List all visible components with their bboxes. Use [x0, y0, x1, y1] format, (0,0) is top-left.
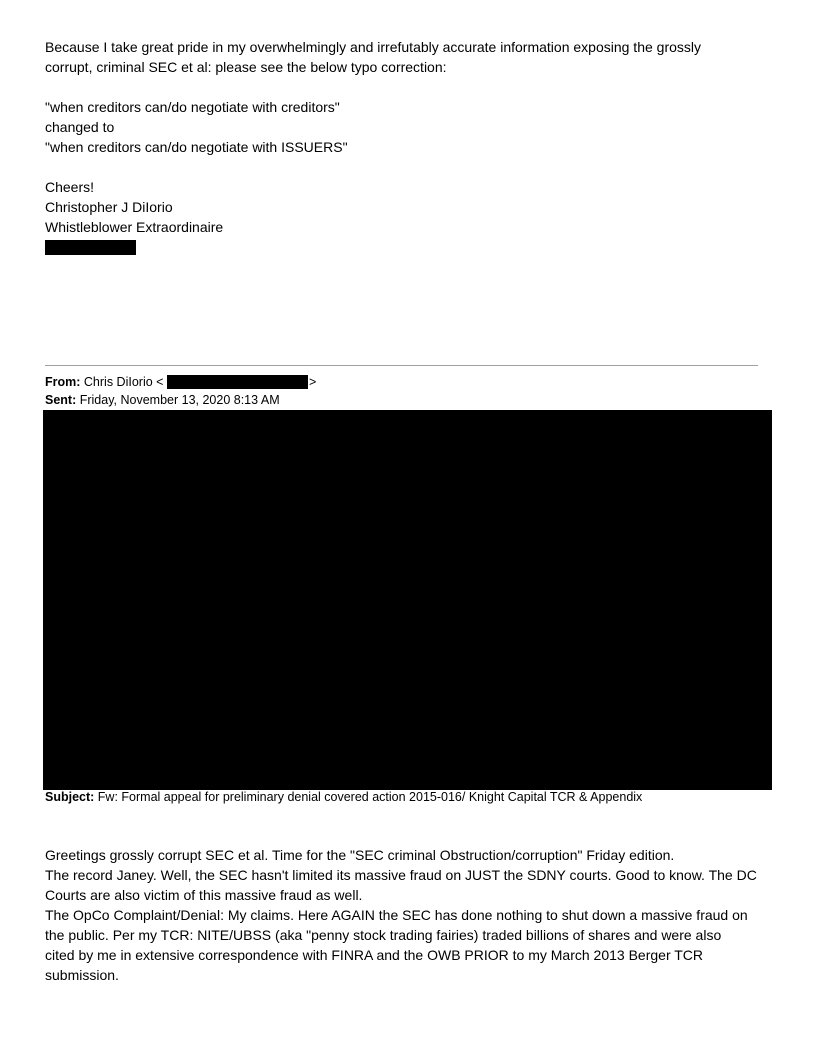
from-label: From:	[45, 375, 81, 389]
sent-label: Sent:	[45, 393, 77, 407]
redaction-block-signature	[45, 240, 136, 255]
body-line: Courts are also victim of this massive fraud as well.	[45, 887, 363, 903]
redaction-block-recipients	[43, 410, 772, 790]
subject-label: Subject:	[45, 790, 95, 804]
body-line: the public. Per my TCR: NITE/UBSS (aka "penny stock trading fairies) traded billions of shares and were also	[45, 927, 722, 943]
signature-title: Whistleblower Extraordinaire	[45, 219, 224, 235]
signature-closing: Cheers!	[45, 179, 95, 195]
body-line: The OpCo Complaint/Denial: My claims. Here AGAIN the SEC has done nothing to shut down a massive fraud on	[45, 907, 748, 923]
body-line: The record Janey. Well, the SEC hasn't limited its massive fraud on JUST the SDNY courts. Good to know. The DC	[45, 867, 757, 883]
original-phrase: "when creditors can/do negotiate with creditors"	[45, 99, 340, 115]
email-divider	[45, 365, 758, 366]
from-name: Chris DiIorio <	[83, 375, 164, 389]
intro-line-2: corrupt, criminal SEC et al: please see the below typo correction:	[45, 59, 447, 75]
body-line: Greetings grossly corrupt SEC et al. Time for the "SEC criminal Obstruction/corruption" Friday edition.	[45, 847, 675, 863]
body-line: cited by me in extensive correspondence with FINRA and the OWB PRIOR to my March 2013 Berger TCR	[45, 947, 704, 963]
sent-line	[45, 391, 280, 409]
subject-line	[45, 788, 642, 806]
intro-line-1: Because I take great pride in my overwhelmingly and irrefutably accurate information exposing the grossly	[45, 39, 701, 55]
corrected-phrase: "when creditors can/do negotiate with ISSUERS"	[45, 139, 348, 155]
sent-value: Friday, November 13, 2020 8:13 AM	[79, 393, 280, 407]
subject-value: Fw: Formal appeal for preliminary denial covered action 2015-016/ Knight Capital TCR & Appendix	[97, 790, 643, 804]
redaction-block-email	[167, 375, 308, 389]
from-line	[45, 373, 163, 391]
body-line: submission.	[45, 967, 119, 983]
changed-to-text: changed to	[45, 119, 115, 135]
signature-name: Christopher J DiIorio	[45, 199, 173, 215]
from-close: >	[309, 375, 317, 389]
